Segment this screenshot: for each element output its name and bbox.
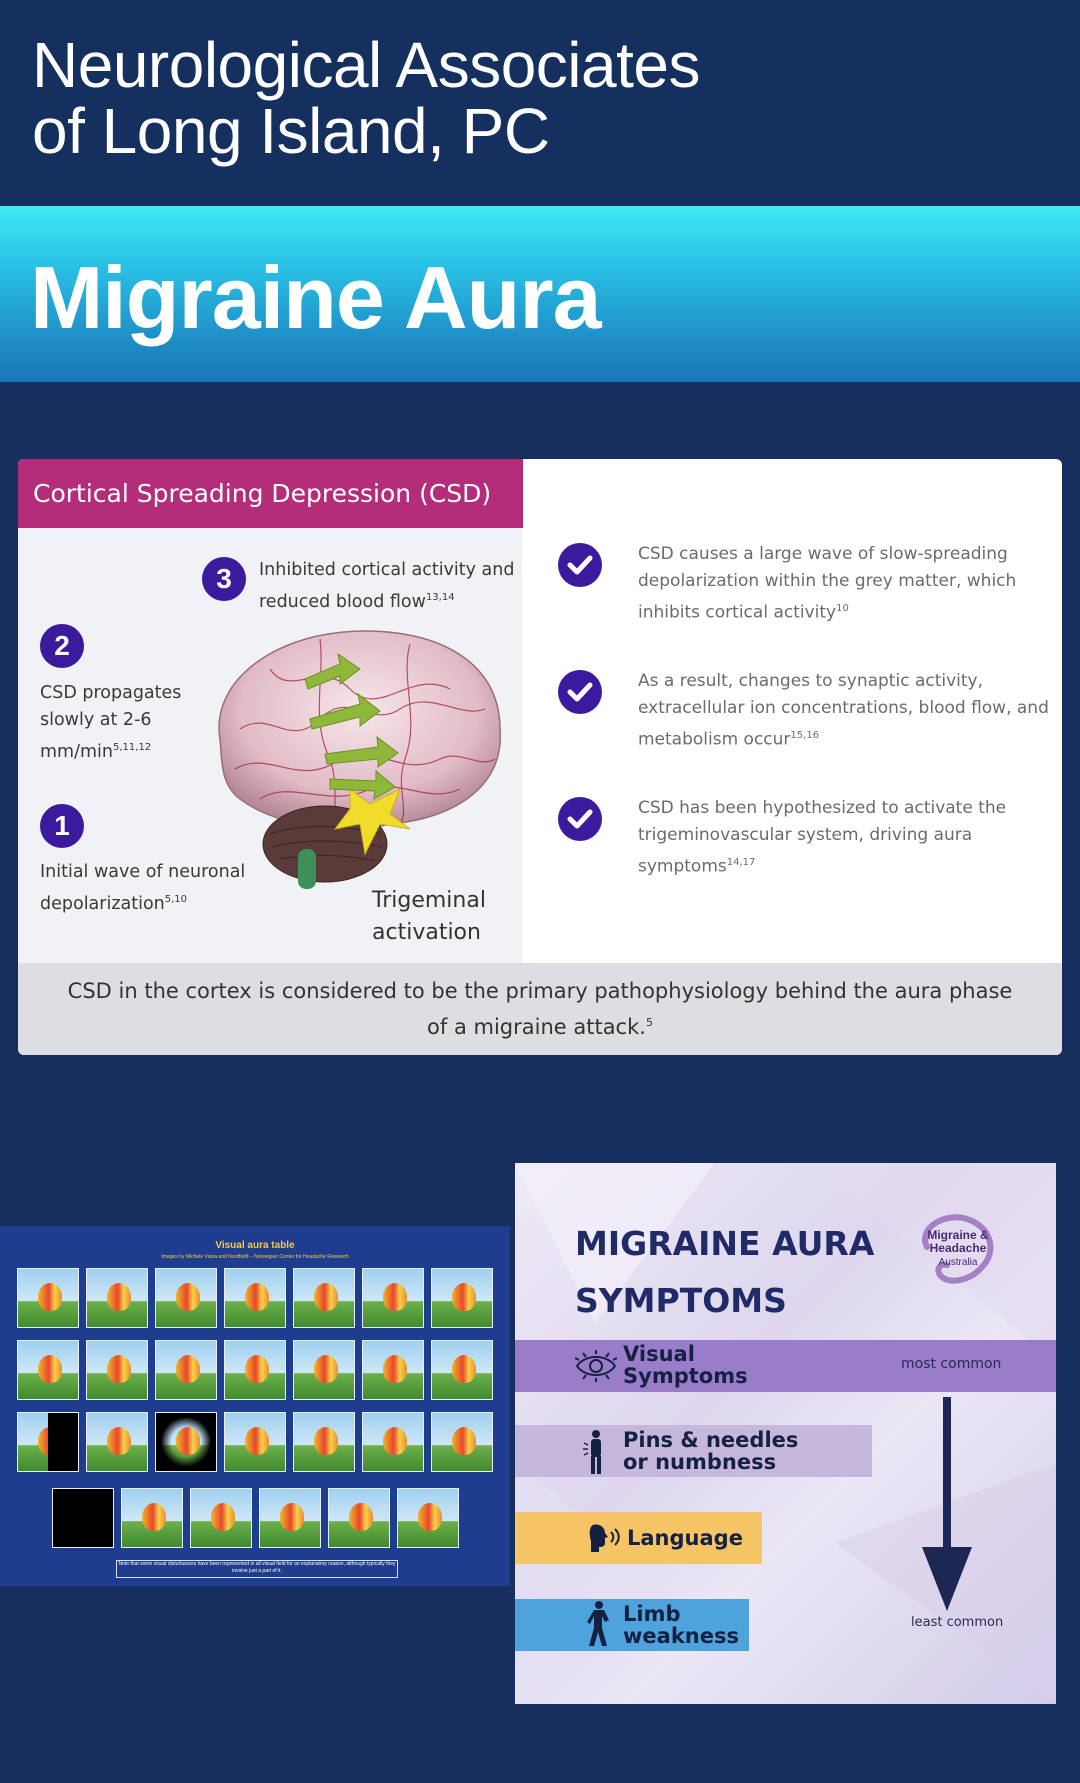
symptom-label-language: Language [627,1526,743,1550]
aura-thumbnail [155,1340,217,1400]
bullet-text [638,668,1062,754]
balloon-icon [245,1427,269,1455]
migraine-headache-australia-logo [907,1207,1007,1291]
aura-thumbnail [431,1412,493,1472]
balloon-icon [383,1427,407,1455]
step-1-label: Initial wave of neuronal depolarization [40,862,246,914]
limb-label-line2: weakness [623,1624,739,1648]
balloon-icon [107,1355,131,1383]
aura-thumbnail [86,1268,148,1328]
balloon-icon [280,1503,304,1531]
visual-label-line1: Visual [623,1342,695,1366]
aura-thumbnail [293,1412,355,1472]
balloon-icon [211,1503,235,1531]
balloon-icon [418,1503,442,1531]
balloon-icon [38,1283,62,1311]
aura-thumbnail [17,1340,79,1400]
pins-label-line1: Pins & needles [623,1428,799,1452]
csd-infographic [18,459,1062,1055]
symptoms-title-line1: MIGRAINE AURA [575,1224,875,1263]
logo-line1: Migraine & [927,1228,989,1242]
csd-title: Cortical Spreading Depression (CSD) [18,459,523,528]
brain-illustration [200,619,530,909]
aura-table-note: Note that some visual disturbances have been represented in all visual field for an explanatory reason, although typically they involve just a part of it. [116,1560,398,1578]
aura-thumbnail [224,1412,286,1472]
symptom-label-pins-needles [623,1429,798,1473]
aura-thumbnail [431,1268,493,1328]
bullet-text [638,795,1062,881]
logo-line3: Australia [938,1257,978,1268]
bullet-2-label: As a result, changes to synaptic activity, extracellular ion concentrations, blood flow, and metabolism occur [638,671,1049,750]
symptoms-title [575,1215,895,1329]
aura-thumbnail [362,1268,424,1328]
page-title: Migraine Aura [30,248,601,347]
org-title-line2: of Long Island, PC [32,95,550,167]
check-icon [558,543,602,587]
aura-thumbnail [52,1488,114,1548]
balloon-icon [314,1283,338,1311]
org-title-line1: Neurological Associates [32,29,700,101]
aura-thumbnail [397,1488,459,1548]
bullet-3-label: CSD has been hypothesized to activate the trigeminovascular system, driving aura symptoms [638,798,1007,877]
aura-thumbnail [293,1268,355,1328]
limb-label-line1: Limb [623,1602,681,1626]
step-3-badge: 3 [202,557,246,601]
limb-weakness-icon [585,1600,615,1653]
speaking-head-icon [589,1523,623,1558]
aura-thumbnail [155,1412,217,1472]
aura-thumbnail [362,1412,424,1472]
balloon-icon [38,1355,62,1383]
header [0,0,1080,206]
balloon-icon [314,1355,338,1383]
csd-footer [18,963,1062,1055]
csd-footer-text: CSD in the cortex is considered to be the primary pathophysiology behind the aura phase of a migraine attack. [67,979,1013,1039]
visual-label-line2: Symptoms [623,1364,748,1388]
step-3-text [259,557,519,616]
bullet-1-label: CSD causes a large wave of slow-spreading depolarization within the grey matter, which inhibits cortical activity [638,544,1017,623]
aura-table-subtitle: Images by Michele Viana and Nordfeldt – Norwegian Center for Headache Research [161,1254,349,1260]
bullet-3-refs: 14,17 [726,857,756,868]
step-2-label: CSD propagates slowly at 2-6 mm/min [40,683,182,762]
aura-thumbnail [155,1268,217,1328]
aura-thumbnail [121,1488,183,1548]
balloon-icon [142,1503,166,1531]
balloon-icon [107,1283,131,1311]
balloon-icon [245,1355,269,1383]
balloon-icon [452,1427,476,1455]
symptoms-title-line2: SYMPTOMS [575,1281,787,1320]
least-common-label: least common [911,1615,1004,1630]
symptom-label-limb-weakness [623,1603,739,1647]
balloon-icon [314,1427,338,1455]
balloon-icon [452,1283,476,1311]
balloon-icon [176,1283,200,1311]
aura-thumbnail [17,1412,79,1472]
step-1-refs: 5,10 [164,894,188,905]
pins-label-line2: or numbness [623,1450,777,1474]
step-1-badge: 1 [40,804,84,848]
csd-diagram-panel [18,459,522,963]
balloon-icon [383,1283,407,1311]
bullet-2-refs: 15,16 [790,730,820,741]
bullet-text [638,541,1062,627]
aura-thumbnail [259,1488,321,1548]
check-icon [558,670,602,714]
step-3-label: Inhibited cortical activity and reduced blood flow [259,560,515,612]
balloon-icon [349,1503,373,1531]
aura-thumbnail [86,1412,148,1472]
aura-thumbnail [431,1340,493,1400]
balloon-icon [107,1427,131,1455]
balloon-icon [383,1355,407,1383]
aura-overlay [48,1413,78,1471]
person-tingling-icon [581,1429,611,1480]
step-2-badge: 2 [40,624,84,668]
aura-thumbnail [328,1488,390,1548]
check-icon [558,797,602,841]
bullet-1-refs: 10 [836,603,849,614]
frequency-arrow-icon [922,1397,972,1611]
aura-thumbnail [17,1268,79,1328]
banner [0,206,1080,382]
balloon-icon [245,1283,269,1311]
visual-aura-table [0,1226,510,1586]
aura-table-title: Visual aura table [215,1240,295,1251]
aura-thumbnail [362,1340,424,1400]
logo-line2: Headache [929,1241,987,1255]
step-3-refs: 13,14 [425,592,455,603]
balloon-icon [176,1355,200,1383]
aura-thumbnail [190,1488,252,1548]
csd-footer-ref: 5 [645,1016,653,1029]
step-2-text [40,680,190,766]
org-title [32,29,700,167]
step-2-refs: 5,11,12 [113,742,152,753]
logo-text [919,1229,997,1269]
migraine-aura-symptoms [515,1163,1056,1704]
aura-thumbnail [86,1340,148,1400]
most-common-label: most common [901,1356,1002,1372]
aura-thumbnail [293,1340,355,1400]
aura-thumbnail [224,1268,286,1328]
balloon-icon [452,1355,476,1383]
aura-thumbnail [224,1340,286,1400]
aura-overlay [156,1413,216,1471]
trigeminal-label: Trigeminal activation [372,888,486,945]
eye-icon [573,1348,619,1389]
symptom-label-visual [623,1343,748,1387]
